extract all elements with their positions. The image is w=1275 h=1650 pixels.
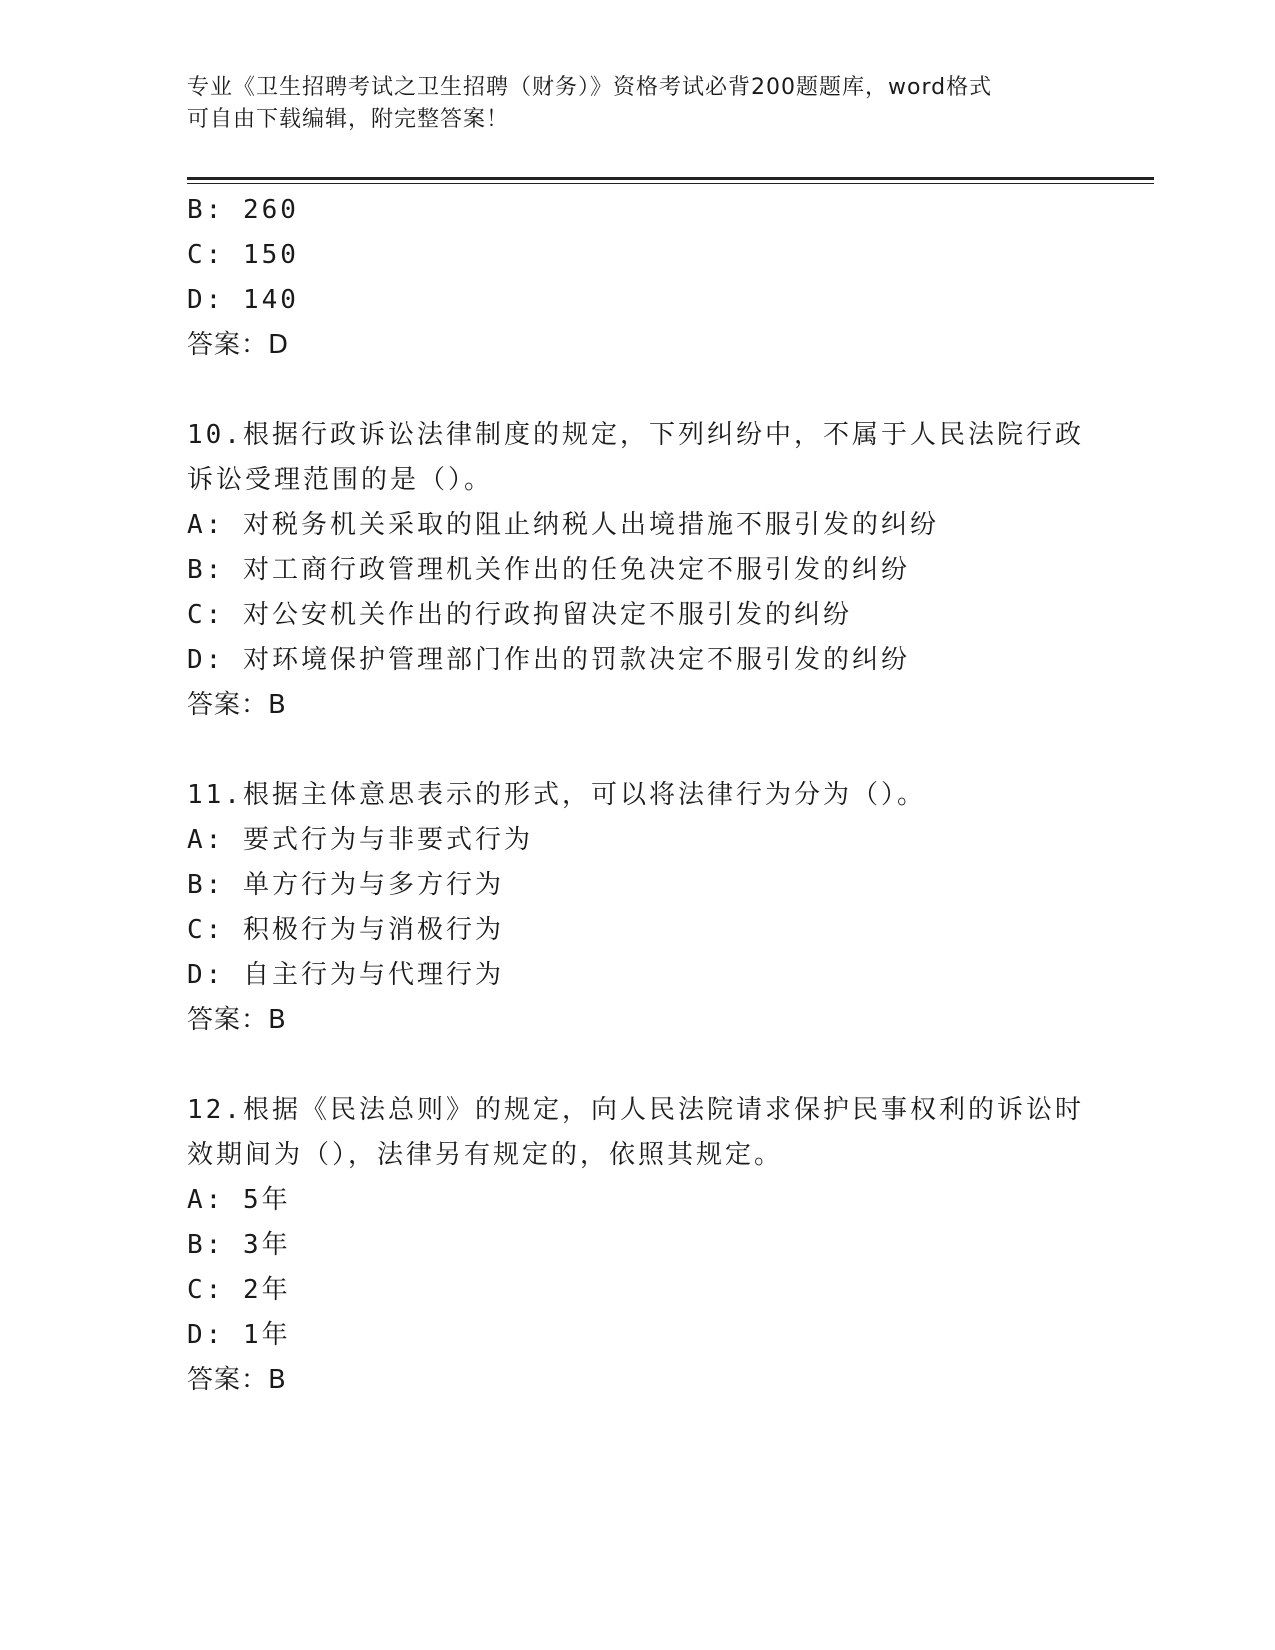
q12-answer: 答案：B — [187, 1365, 287, 1395]
q10-option-d: D: 对环境保护管理部门作出的罚款决定不服引发的纠纷 — [187, 645, 910, 675]
q11-option-d: D: 自主行为与代理行为 — [187, 960, 504, 990]
document-header — [187, 72, 1087, 136]
header-rule-thick — [187, 177, 1154, 180]
q12-option-b: B: 3年 — [187, 1230, 291, 1260]
q10-answer: 答案：B — [187, 690, 287, 720]
q9-option-b: B: 260 — [187, 195, 299, 225]
q11-option-a: A: 要式行为与非要式行为 — [187, 825, 533, 855]
q12-stem-line-2: 效期间为（），法律另有规定的，依照其规定。 — [187, 1140, 784, 1170]
header-rule-thin — [187, 183, 1154, 184]
q12-option-c: C: 2年 — [187, 1275, 291, 1305]
q12-option-d: D: 1年 — [187, 1320, 291, 1350]
q10-stem-line-2: 诉讼受理范围的是（）。 — [187, 465, 494, 495]
q10-option-c: C: 对公安机关作出的行政拘留决定不服引发的纠纷 — [187, 600, 852, 630]
header-line-2: 可自由下载编辑，附完整答案！ — [187, 107, 510, 132]
q10-option-b: B: 对工商行政管理机关作出的任免决定不服引发的纠纷 — [187, 555, 910, 585]
q11-option-c: C: 积极行为与消极行为 — [187, 915, 504, 945]
q10-stem-line-1: 10.根据行政诉讼法律制度的规定，下列纠纷中，不属于人民法院行政 — [187, 420, 1084, 450]
q10-option-a: A: 对税务机关采取的阻止纳税人出境措施不服引发的纠纷 — [187, 510, 939, 540]
q9-answer: 答案：D — [187, 330, 290, 360]
q9-option-c: C: 150 — [187, 240, 299, 270]
q11-stem-line-1: 11.根据主体意思表示的形式，可以将法律行为分为（）。 — [187, 780, 926, 810]
q12-stem-line-1: 12.根据《民法总则》的规定，向人民法院请求保护民事权利的诉讼时 — [187, 1095, 1084, 1125]
q11-option-b: B: 单方行为与多方行为 — [187, 870, 504, 900]
header-line-1: 专业《卫生招聘考试之卫生招聘（财务）》资格考试必背200题题库，word格式 — [187, 75, 993, 100]
q12-option-a: A: 5年 — [187, 1185, 291, 1215]
q11-answer: 答案：B — [187, 1005, 287, 1035]
q9-option-d: D: 140 — [187, 285, 299, 315]
